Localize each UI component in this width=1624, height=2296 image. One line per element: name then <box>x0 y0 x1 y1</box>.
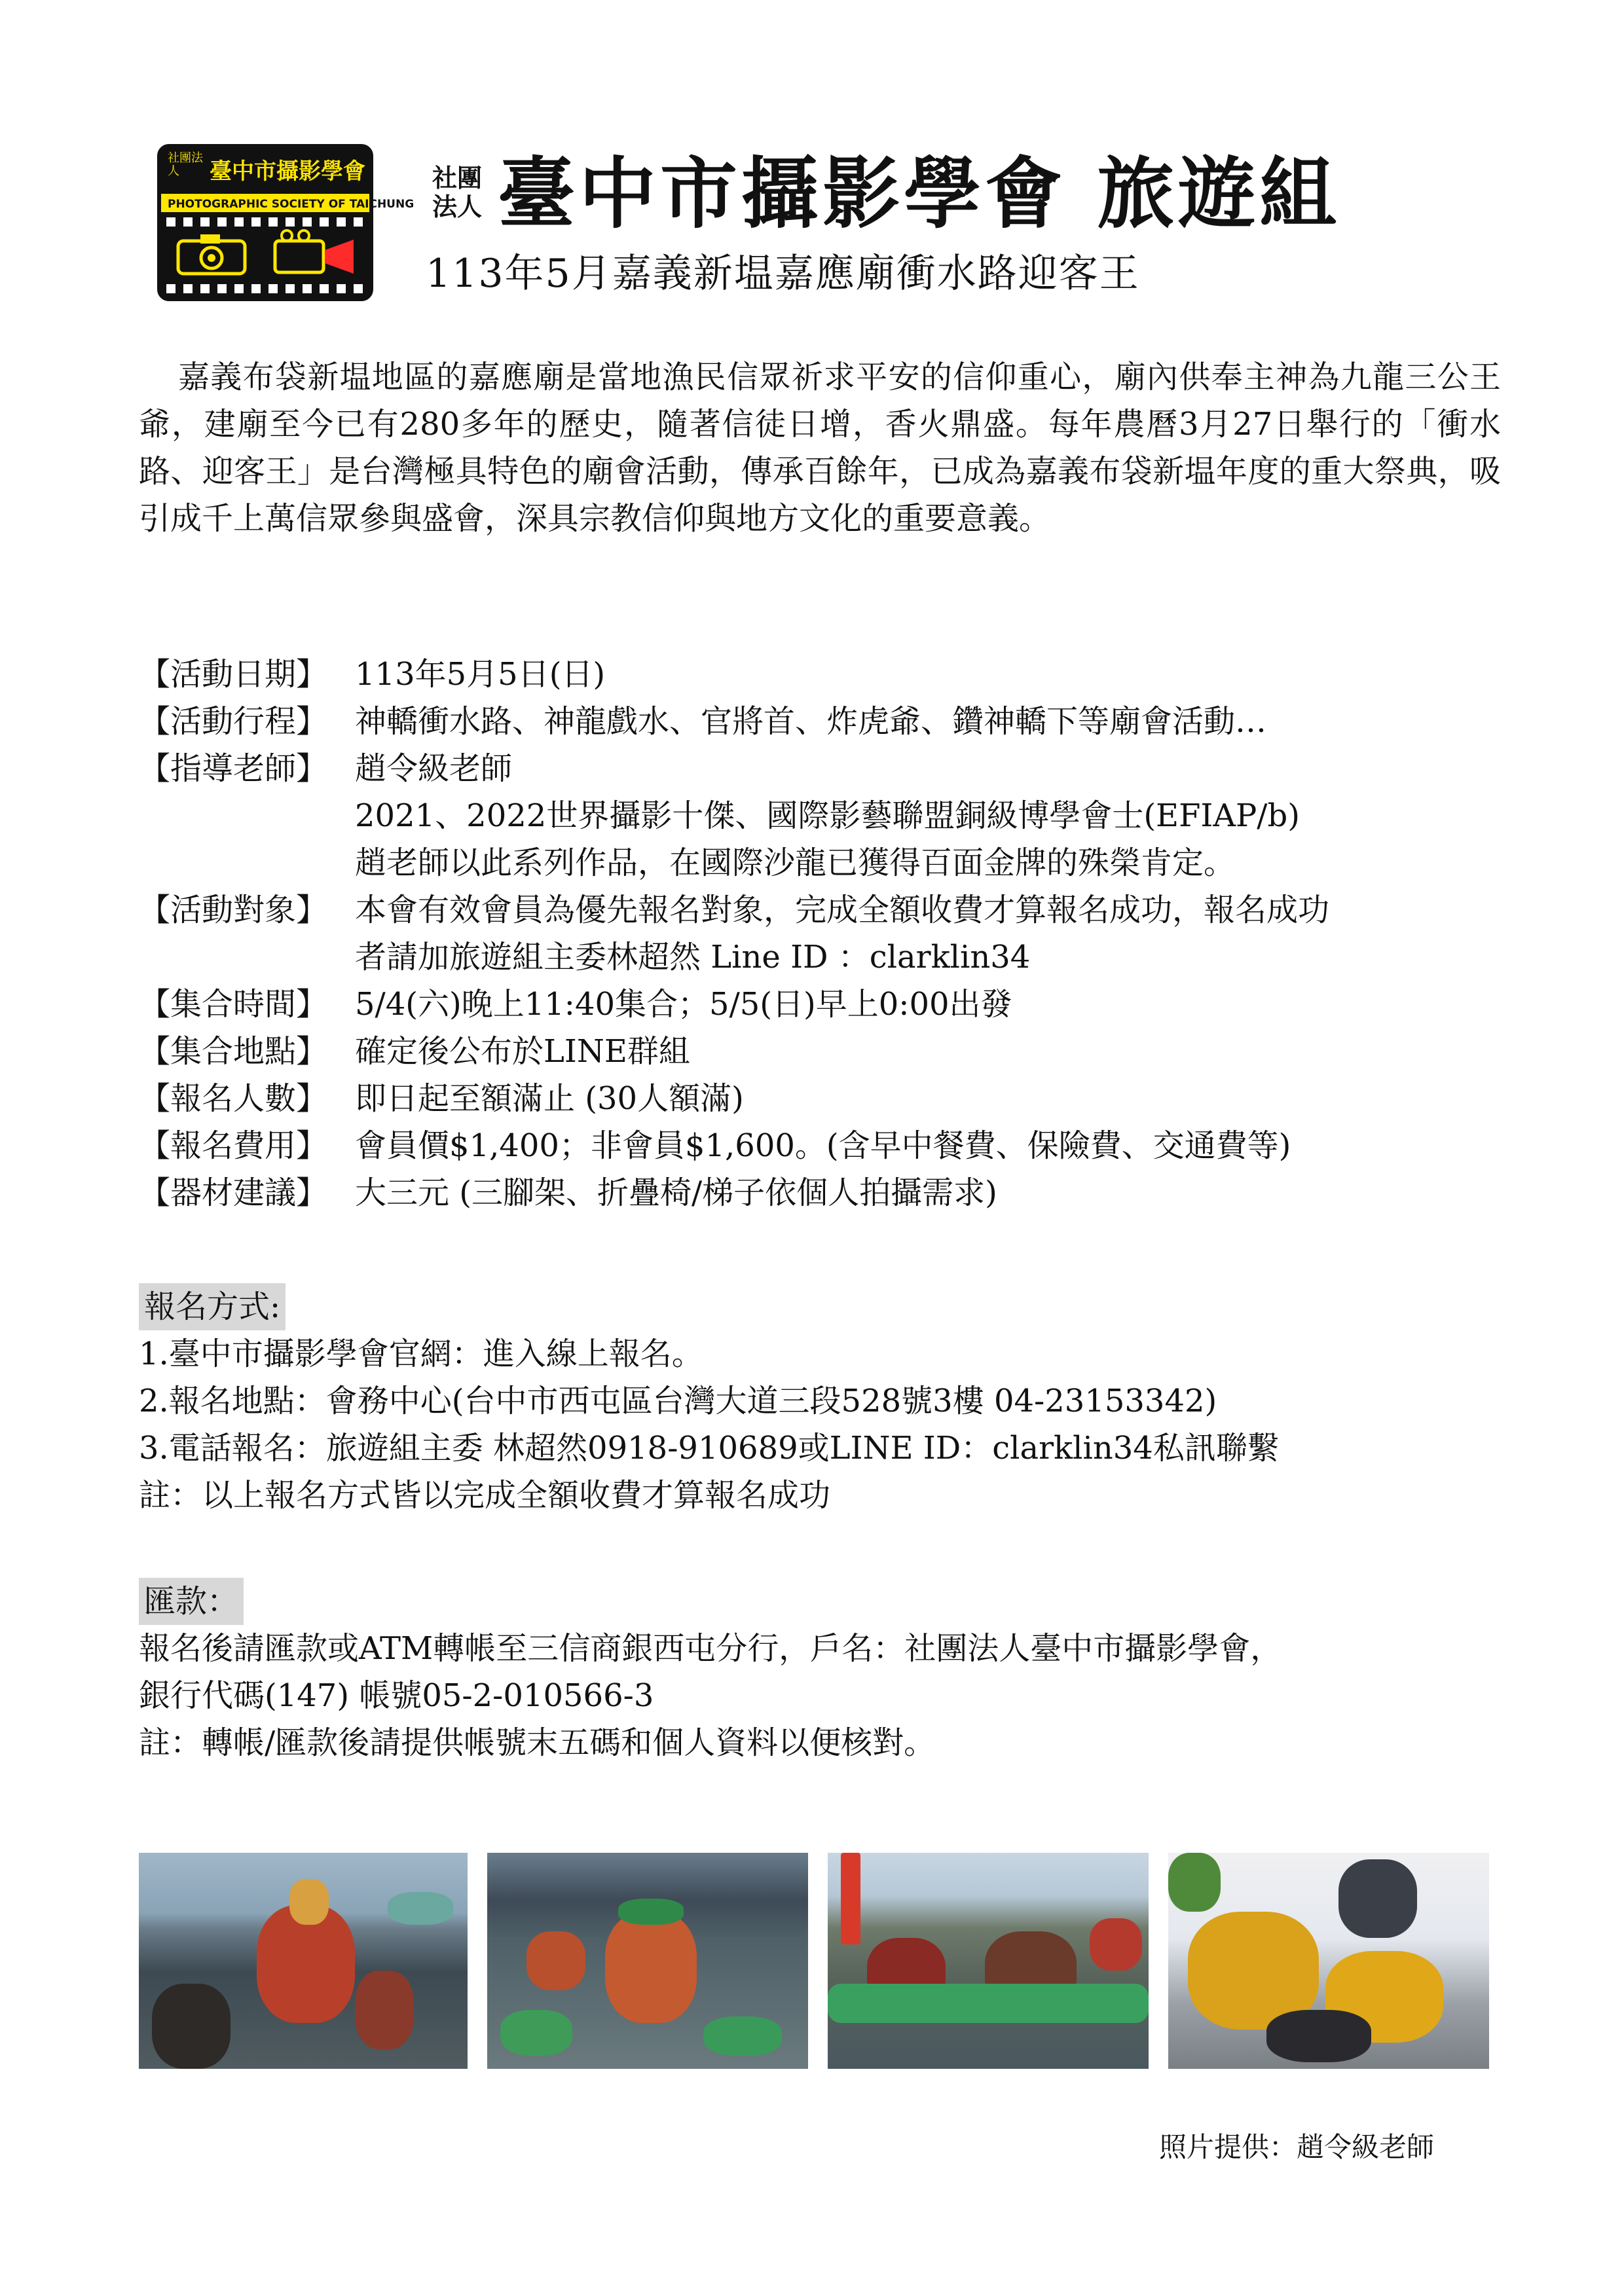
festival-photo-4 <box>1168 1853 1489 2069</box>
detail-row-date: 【活動日期】 113年5月5日(日) <box>139 656 606 693</box>
film-strip <box>161 212 369 297</box>
intro-section <box>139 354 1501 542</box>
remittance-note: 註：轉帳/匯款後請提供帳號末五碼和個人資料以便核對。 <box>139 1724 936 1761</box>
detail-row-capacity: 【報名人數】 即日起至額滿止 (30人額滿) <box>139 1080 744 1117</box>
detail-row-instructor: 【指導老師】 趙令級老師 <box>139 750 513 787</box>
signup-note: 註：以上報名方式皆以完成全額收費才算報名成功 <box>139 1477 831 1514</box>
org-prefix: 社團法人 <box>432 163 483 221</box>
photo-credit: 照片提供：趙令級老師 <box>1159 2131 1435 2163</box>
detail-row-instructor-cont: 2021、2022世界攝影十傑、國際影藝聯盟銅級博學會士(EFIAP/b) <box>355 797 1300 834</box>
event-details <box>139 651 1514 1216</box>
remittance-heading: 匯款： <box>139 1578 244 1625</box>
detail-row-audience-cont: 者請加旅遊組主委林超然 Line ID ：clarklin34 <box>355 939 1031 975</box>
signup-item: 2.報名地點：會務中心(台中市西屯區台灣大道三段528號3樓 04-23153342) <box>139 1383 1217 1419</box>
detail-row-fee: 【報名費用】 會員價$1,400；非會員$1,600。(含早中餐費、保險費、交通費等) <box>139 1127 1291 1164</box>
detail-row-equipment: 【器材建議】 大三元 (三腳架、折疊椅/梯子依個人拍攝需求) <box>139 1175 997 1211</box>
society-logo <box>157 144 415 301</box>
video-camera-icon <box>272 229 358 278</box>
remittance-item: 報名後請匯款或ATM轉帳至三信商銀西屯分行，戶名：社團法人臺中市攝影學會， <box>139 1630 1282 1667</box>
remittance-section <box>139 1578 1514 1766</box>
camera-icon <box>175 233 248 276</box>
detail-row-schedule: 【活動行程】 神轎衝水路、神龍戲水、官將首、炸虎爺、鑽神轎下等廟會活動… <box>139 703 1267 740</box>
logo-name-text: 臺中市攝影學會 <box>210 158 365 185</box>
detail-row-audience: 【活動對象】 本會有效會員為優先報名對象，完成全額收費才算報名成功，報名成功 <box>139 892 1330 928</box>
signup-item: 3.電話報名：旅遊組主委 林超然0918-910689或LINE ID：clarklin34私訊聯繫 <box>139 1430 1279 1467</box>
event-title: 113年5月嘉義新塭嘉應廟衝水路迎客王 <box>426 251 1140 297</box>
signup-heading: 報名方式: <box>139 1283 286 1330</box>
remittance-item: 銀行代碼(147) 帳號05-2-010566-3 <box>139 1677 654 1714</box>
detail-row-meet-place: 【集合地點】 確定後公布於LINE群組 <box>139 1033 690 1070</box>
signup-section <box>139 1283 1514 1519</box>
org-name-title: 臺中市攝影學會 旅遊組 <box>498 148 1341 239</box>
festival-photo-3 <box>828 1853 1149 2069</box>
festival-photo-1 <box>139 1853 468 2069</box>
intro-paragraph: 嘉義布袋新塭地區的嘉應廟是當地漁民信眾祈求平安的信仰重心，廟內供奉主神為九龍三公王爺，建廟至今已有280多年的歷史，隨著信徒日增，香火鼎盛。每年農曆3月27日舉行的「衝水路、迎客王」是台灣極具特色的廟會活動，傳承百餘年，已成為嘉義布袋新塭年度的重大祭典，吸引成千上萬信眾參與盛會，深具宗教信仰與地方文化的重要意義。 <box>139 359 1501 537</box>
logo-english-text: PHOTOGRAPHIC SOCIETY OF TAICHUNG <box>168 198 415 211</box>
detail-row-meet-time: 【集合時間】 5/4(六)晚上11:40集合；5/5(日)早上0:00出發 <box>139 986 1012 1023</box>
signup-item: 1.臺中市攝影學會官網：進入線上報名。 <box>139 1336 703 1372</box>
festival-photo-2 <box>487 1853 808 2069</box>
detail-row-instructor-cont: 趙老師以此系列作品，在國際沙龍已獲得百面金牌的殊榮肯定。 <box>355 845 1236 881</box>
logo-small-text: 社團法人 <box>168 151 203 178</box>
